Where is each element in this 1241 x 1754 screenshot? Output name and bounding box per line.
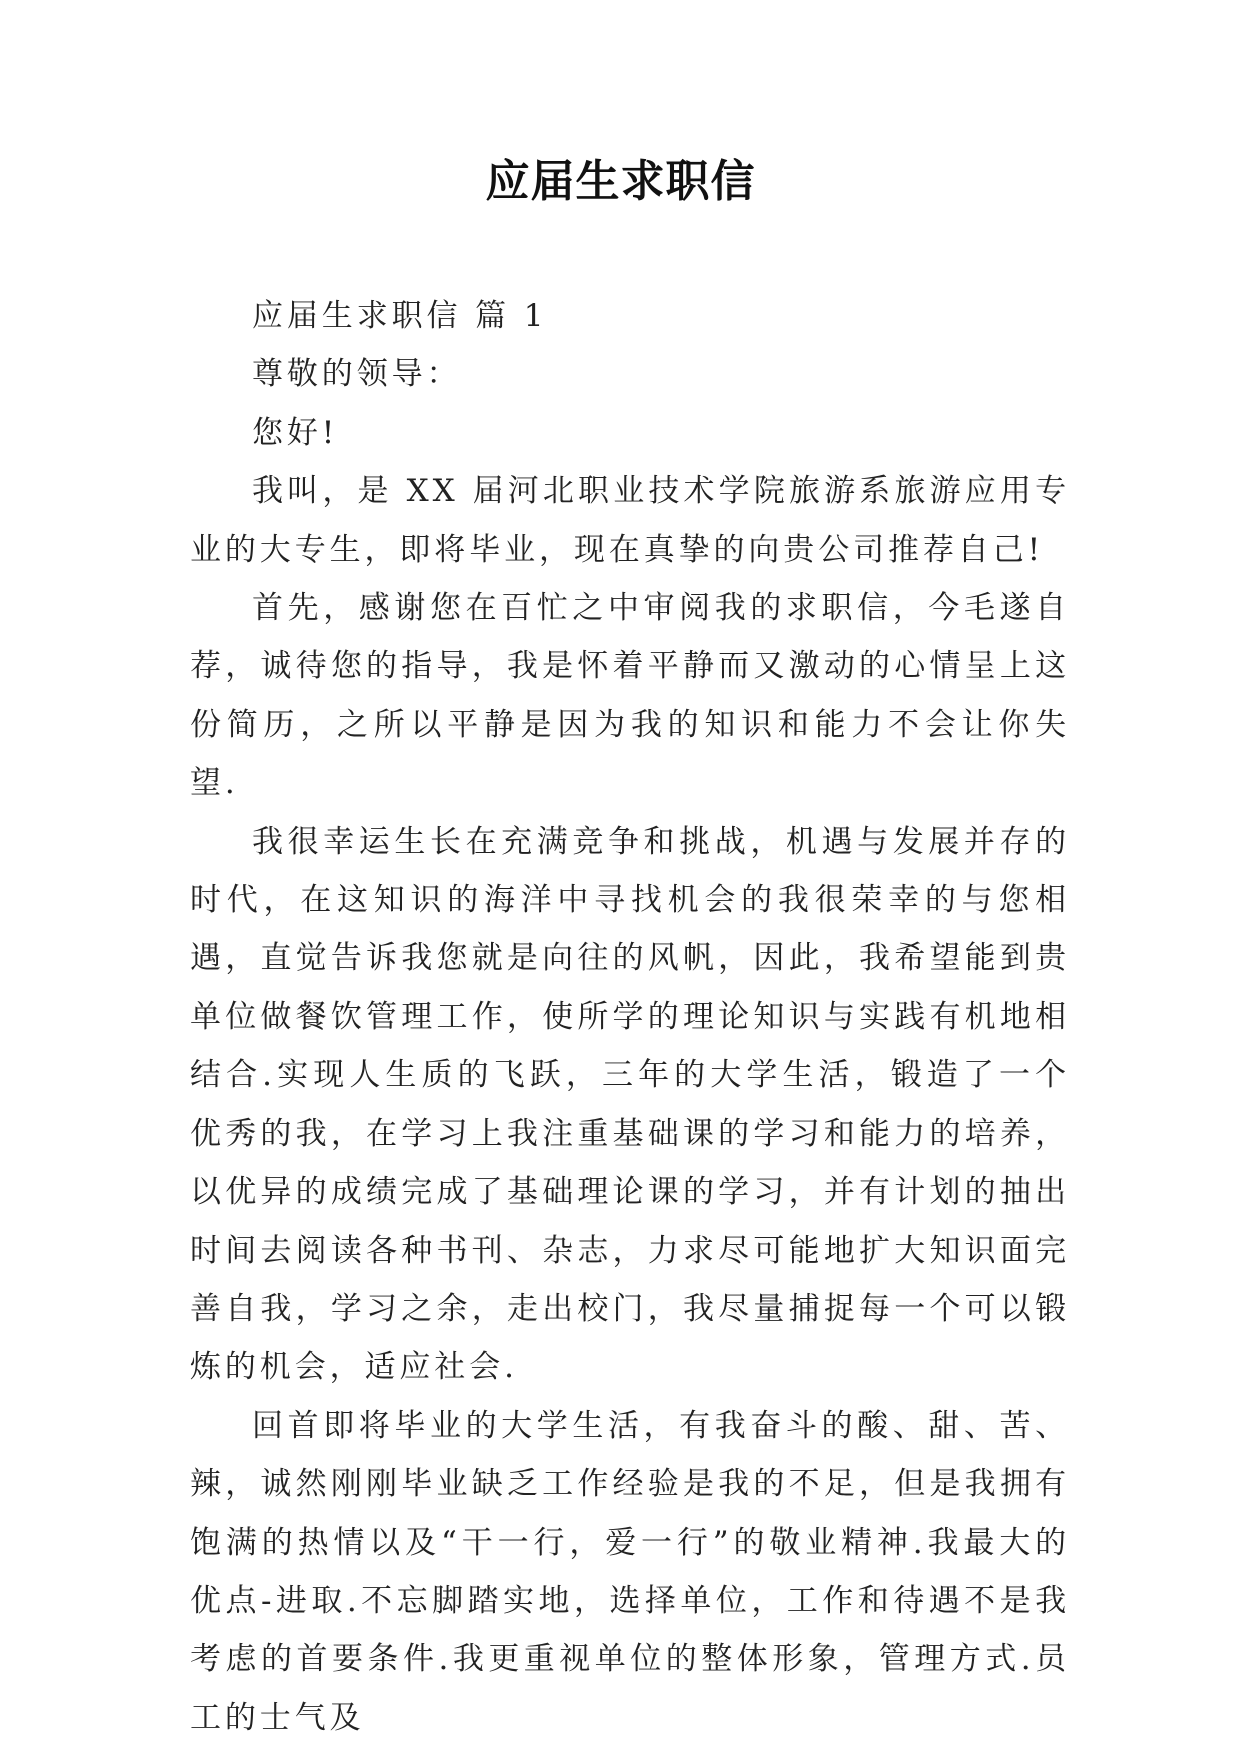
body-paragraph-thanks: 首先，感谢您在百忙之中审阅我的求职信，今毛遂自荐，诚待您的指导，我是怀着平静而又激动的心情呈上这份简历，之所以平静是因为我的知识和能力不会让你失望.: [190, 590, 1070, 802]
body-paragraph-introduction: 我叫，是 XX 届河北职业技术学院旅游系旅游应用专业的大专生，即将毕业，现在真挚的向贵公司推荐自己!: [190, 473, 1070, 568]
body-paragraph-reflection: 回首即将毕业的大学生活，有我奋斗的酸、甜、苦、辣，诚然刚刚毕业缺乏工作经验是我的不足，但是我拥有饱满的热情以及“干一行，爱一行”的敬业精神.我最大的优点-进取.不忘脚踏实地，选择单位，工作和待遇不是我考虑的首要条件.我更重视单位的整体形象，管理方式.员工的士气及: [190, 1407, 1070, 1736]
section-heading: 应届生求职信 篇 1: [252, 298, 548, 334]
body-paragraph-experience: 我很幸运生长在充满竞争和挑战，机遇与发展并存的时代，在这知识的海洋中寻找机会的我很荣幸的与您相遇，直觉告诉我您就是向往的风帆，因此，我希望能到贵单位做餐饮管理工作，使所学的理论知识与实践有机地相结合.实现人生质的飞跃，三年的大学生活，锻造了一个优秀的我，在学习上我注重基础课的学习和能力的培养，以优异的成绩完成了基础理论课的学习，并有计划的抽出时间去阅读各种书刊、杂志，力求尽可能地扩大知识面完善自我，学习之余，走出校门，我尽量捕捉每一个可以锻炼的机会，适应社会.: [190, 823, 1070, 1386]
salutation: 尊敬的领导：: [252, 356, 462, 393]
document-body: [190, 287, 1070, 1747]
document-title: 应届生求职信: [485, 156, 756, 207]
greeting: 您好!: [252, 414, 339, 451]
